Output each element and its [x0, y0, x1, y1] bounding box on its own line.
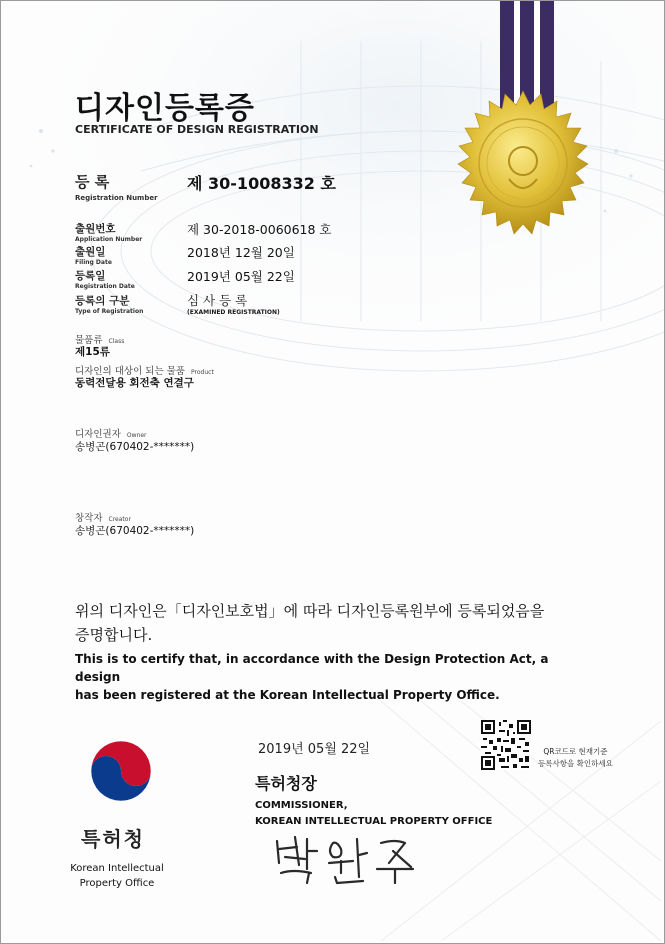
application-number-value: 제 30-2018-0060618 호 [187, 222, 332, 237]
registration-type-label: 등록의 구분 Type of Registration [75, 295, 144, 315]
registration-type-value: 심 사 등 록 (EXAMINED REGISTRATION) [187, 293, 280, 316]
qr-note: QR코드로 현재기준 등록사항을 확인하세요 [538, 747, 613, 768]
kipo-name-en: Korean Intellectual Property Office [70, 863, 164, 889]
registration-date-value: 2019년 05월 22일 [187, 269, 295, 284]
registration-number-value: 제 30-1008332 호 [187, 174, 336, 193]
commissioner-title-en: COMMISSIONER, KOREAN INTELLECTUAL PROPERTY OFFICE [255, 800, 493, 827]
owner-label: 디자인권자 Owner [75, 429, 147, 440]
qr-code[interactable] [481, 720, 531, 770]
owner-value: 송병곤(670402-*******) [75, 441, 195, 453]
filing-date-label: 출원일 Filing Date [75, 246, 112, 266]
certification-statement-en: This is to certify that, in accordance with the Design Protection Act, a design has been registered at the Korean Intellectual Property Office. [75, 652, 549, 702]
application-number-label: 출원번호 Application Number [75, 223, 143, 243]
commissioner-signature [271, 829, 421, 885]
kipo-taegeuk-logo [85, 735, 157, 807]
certificate-title: 디자인등록증 [75, 91, 255, 126]
class-value: 제15류 [75, 346, 110, 358]
registration-number-label: 등 록 Registration Number [75, 173, 158, 202]
creator-label: 창작자 Creator [75, 513, 131, 524]
product-label: 디자인의 대상이 되는 물품 Product [75, 366, 214, 377]
creator-value: 송병곤(670402-*******) [75, 525, 195, 537]
commissioner-title-ko: 특허청장 [255, 774, 317, 793]
class-label: 물품류 Class [75, 335, 125, 346]
certificate-subtitle: CERTIFICATE OF DESIGN REGISTRATION [75, 123, 319, 136]
registration-date-label: 등록일 Registration Date [75, 270, 135, 290]
product-value: 동력전달용 회전축 연결구 [75, 377, 194, 389]
kipo-name-ko: 특허청 [81, 827, 145, 851]
issue-date: 2019년 05월 22일 [258, 742, 371, 757]
filing-date-value: 2018년 12월 20일 [187, 245, 295, 260]
certification-statement-ko: 위의 디자인은「디자인보호법」에 따라 디자인등록원부에 등록되었음을 증명합니다. [75, 602, 545, 644]
